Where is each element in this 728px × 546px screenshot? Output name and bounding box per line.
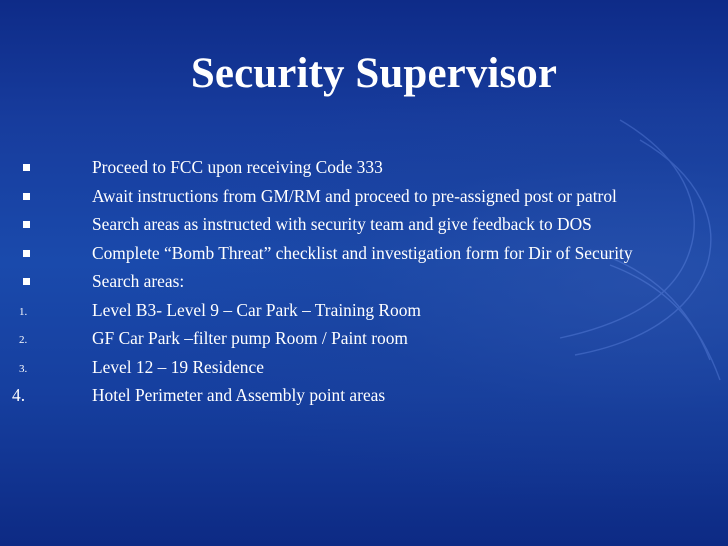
- number-label: 3.: [19, 362, 28, 375]
- numbered-item-text: GF Car Park –filter pump Room / Paint room: [92, 328, 408, 348]
- numbered-item-text: Level B3- Level 9 – Car Park – Training Room: [92, 299, 421, 320]
- number-marker: [12, 383, 59, 407]
- slide-content: [0, 155, 728, 412]
- number-marker: [19, 298, 59, 322]
- numbered-item-text: Hotel Perimeter and Assembly point areas: [92, 385, 386, 405]
- number-label: 1.: [19, 305, 28, 318]
- slide-title: Security Supervisor: [190, 50, 558, 97]
- number-marker: [19, 355, 59, 379]
- bullet-item: [0, 184, 728, 209]
- square-bullet-icon: [23, 278, 30, 285]
- bullet-item: [0, 241, 728, 266]
- bullet-item: [0, 212, 728, 237]
- numbered-item: [0, 355, 728, 380]
- bullet-marker: [19, 241, 59, 265]
- bullet-text: Proceed to FCC upon receiving Code 333: [92, 157, 383, 177]
- bullet-marker: [19, 184, 59, 208]
- number-label: 2.: [19, 334, 28, 346]
- square-bullet-icon: [23, 221, 30, 228]
- bullet-marker: [19, 212, 59, 236]
- bullet-text: Search areas:: [92, 271, 185, 291]
- square-bullet-icon: [23, 164, 30, 171]
- bullet-item: [0, 269, 728, 294]
- square-bullet-icon: [23, 193, 30, 200]
- numbered-item: [0, 383, 728, 408]
- bullet-text: Await instructions from GM/RM and proceed to pre-assigned post or patrol: [92, 185, 617, 206]
- number-marker: [19, 326, 59, 350]
- numbered-item: [0, 298, 728, 323]
- numbered-item: [0, 326, 728, 351]
- bullet-marker: [19, 155, 59, 179]
- square-bullet-icon: [23, 250, 30, 257]
- bullet-text: Search areas as instructed with security team and give feedback to DOS: [92, 214, 592, 234]
- bullet-item: [0, 155, 728, 180]
- numbered-item-text: Level 12 – 19 Residence: [92, 356, 264, 377]
- bullet-text: Complete “Bomb Threat” checklist and investigation form for Dir of Security: [92, 242, 633, 263]
- number-label: 4.: [12, 385, 26, 405]
- bullet-marker: [19, 269, 59, 293]
